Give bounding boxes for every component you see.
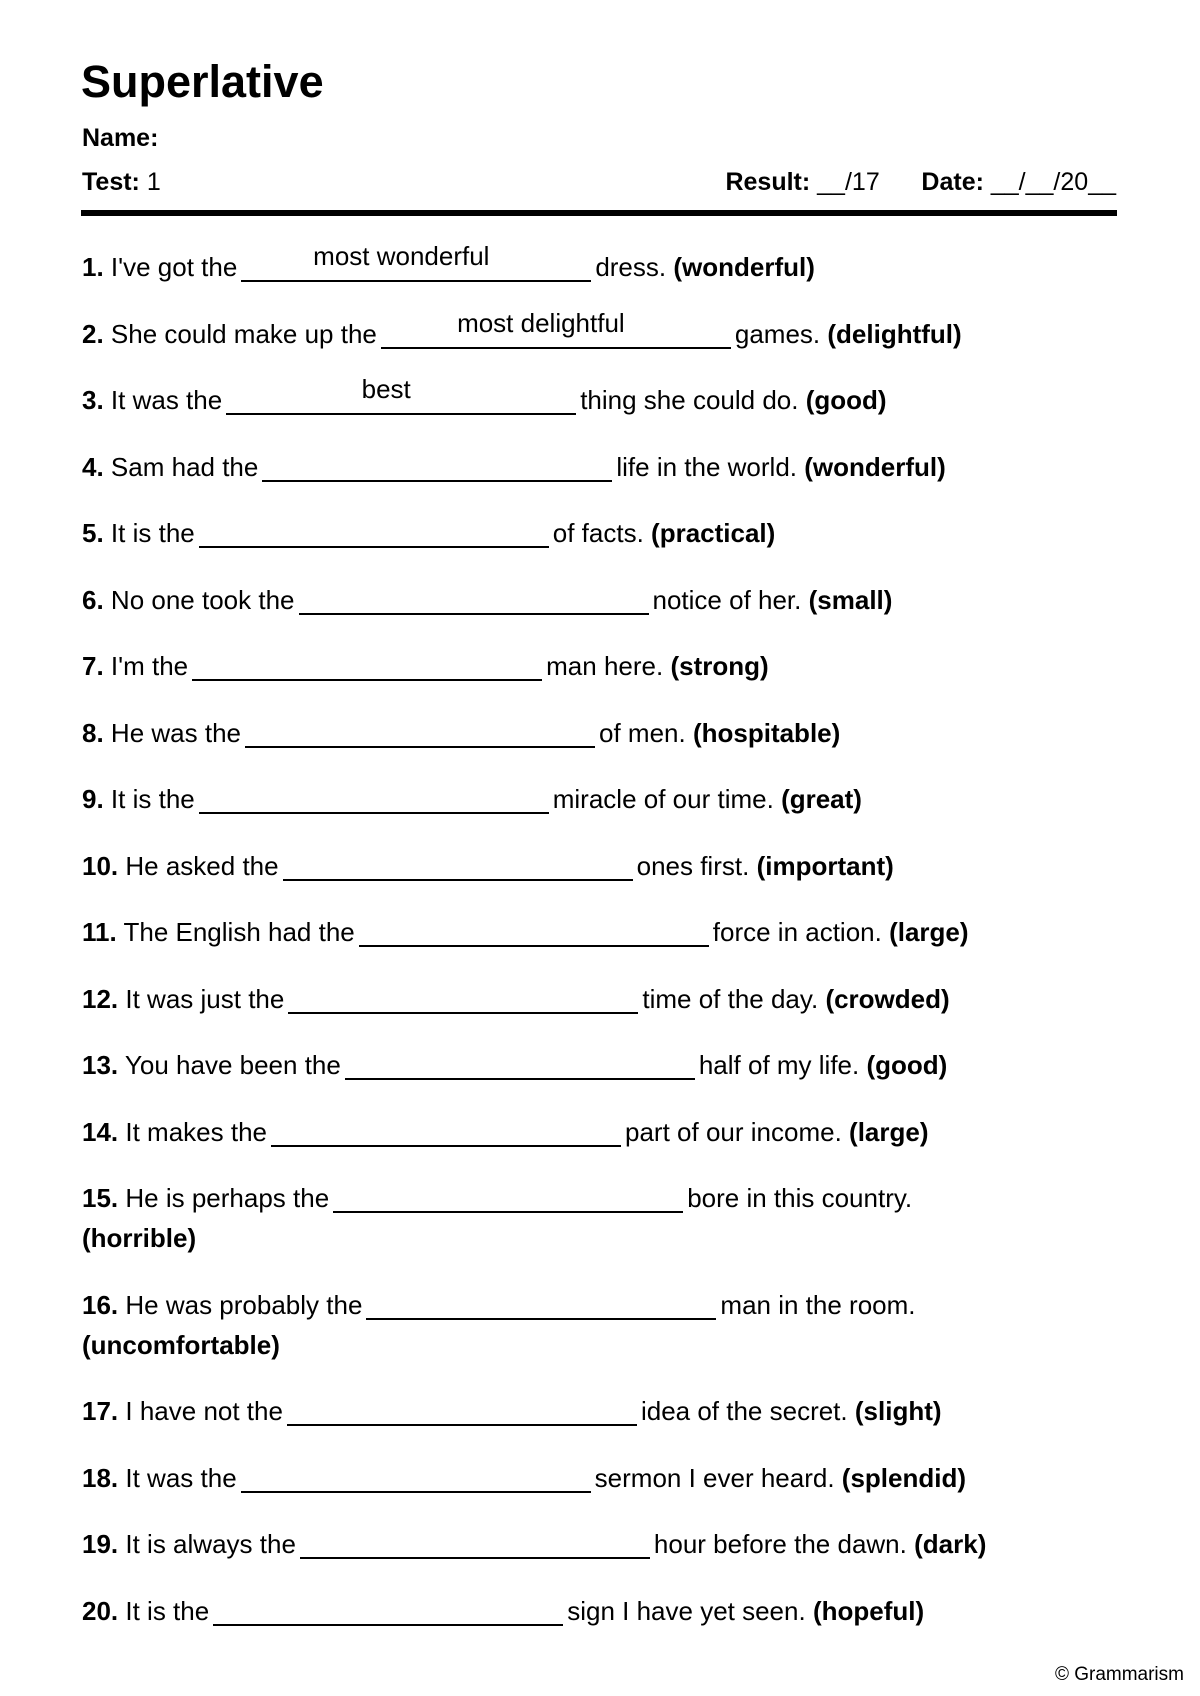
item-text-before: You have been the xyxy=(124,1050,341,1080)
answer-text: most wonderful xyxy=(313,241,490,271)
item-number: 17. xyxy=(82,1396,119,1426)
item-number: 2. xyxy=(82,318,104,349)
exercise-item xyxy=(82,241,1122,287)
item-text-before: It was the xyxy=(125,1462,237,1493)
item-text-after: games. xyxy=(734,318,821,349)
item-text-before: He is perhaps the xyxy=(125,1183,330,1213)
item-text-after: sign I have yet seen. xyxy=(567,1595,806,1626)
result-value: __/17 xyxy=(817,168,880,196)
item-text-after: of men. xyxy=(599,717,686,748)
page-title: Superlative xyxy=(81,56,324,107)
item-hint: (delightful) xyxy=(827,318,962,349)
exercise-item xyxy=(82,979,1122,1019)
item-text-before: I've got the xyxy=(110,252,238,282)
answer-blank[interactable] xyxy=(213,1594,563,1626)
answer-blank[interactable] xyxy=(245,716,595,748)
item-text-before: I have not the xyxy=(125,1396,283,1426)
date-label: Date: xyxy=(921,168,984,196)
item-hint: (large) xyxy=(849,1116,929,1147)
exercise-item xyxy=(82,1524,1122,1564)
answer-blank[interactable] xyxy=(345,1048,695,1080)
item-text-after: of facts. xyxy=(552,518,644,548)
test-value: 1 xyxy=(146,168,161,196)
item-text-after: man in the room. xyxy=(720,1289,916,1320)
item-hint: (great) xyxy=(781,784,862,814)
item-number: 3. xyxy=(82,385,104,415)
item-hint: (hopeful) xyxy=(812,1595,925,1626)
exercise-item xyxy=(82,1458,1122,1498)
item-text-before: It is always the xyxy=(125,1529,296,1559)
answer-blank[interactable] xyxy=(300,1527,650,1559)
exercise-item xyxy=(82,1112,1122,1152)
item-number: 20. xyxy=(82,1595,119,1626)
item-hint: (uncomfortable) xyxy=(82,1329,280,1360)
exercise-item xyxy=(82,1285,1122,1365)
exercise-item xyxy=(82,912,1122,952)
item-text-after: part of our income. xyxy=(625,1116,842,1147)
item-text-before: He was the xyxy=(110,717,241,748)
item-text-before: I'm the xyxy=(110,651,189,681)
item-hint: (wonderful) xyxy=(673,252,815,282)
answer-blank[interactable] xyxy=(262,450,612,482)
item-hint: (crowded) xyxy=(825,983,950,1014)
item-text-before: No one took the xyxy=(110,584,295,615)
test-label: Test: xyxy=(82,168,140,196)
item-number: 15. xyxy=(82,1183,119,1213)
answer-blank[interactable] xyxy=(241,241,591,282)
name-label: Name: xyxy=(82,124,159,152)
answer-blank[interactable] xyxy=(287,1394,637,1426)
item-hint: (horrible) xyxy=(82,1223,197,1253)
item-text-after: time of the day. xyxy=(642,983,819,1014)
header-divider xyxy=(81,210,1117,216)
item-text-after: bore in this country. xyxy=(687,1183,913,1213)
exercise-item xyxy=(82,513,1122,553)
item-number: 1. xyxy=(82,252,104,282)
exercise-list xyxy=(82,241,1122,1657)
item-text-before: It makes the xyxy=(125,1116,268,1147)
answer-blank[interactable] xyxy=(333,1181,683,1213)
exercise-item xyxy=(82,447,1122,487)
exercise-item xyxy=(82,307,1122,354)
exercise-item xyxy=(82,1591,1122,1631)
item-text-before: It is the xyxy=(110,518,195,548)
result-label: Result: xyxy=(725,168,811,196)
item-number: 12. xyxy=(82,983,119,1014)
item-text-after: idea of the secret. xyxy=(640,1396,848,1426)
answer-blank[interactable] xyxy=(366,1288,716,1320)
answer-blank[interactable] xyxy=(299,583,649,615)
exercise-item xyxy=(82,779,1122,819)
item-text-after: half of my life. xyxy=(698,1050,860,1080)
exercise-item xyxy=(82,846,1122,886)
exercise-item xyxy=(82,374,1122,420)
item-number: 13. xyxy=(82,1050,119,1080)
answer-blank[interactable] xyxy=(288,982,638,1014)
item-hint: (large) xyxy=(889,917,969,947)
item-text-after: sermon I ever heard. xyxy=(594,1462,835,1493)
item-hint: (wonderful) xyxy=(804,451,946,482)
answer-blank[interactable] xyxy=(192,649,542,681)
answer-blank[interactable] xyxy=(199,782,549,814)
item-text-after: force in action. xyxy=(712,917,882,947)
item-number: 8. xyxy=(82,717,104,748)
answer-blank[interactable] xyxy=(226,374,576,415)
item-number: 10. xyxy=(82,850,119,881)
test-info-row xyxy=(82,168,1116,197)
item-number: 18. xyxy=(82,1462,119,1493)
item-text-after: thing she could do. xyxy=(580,385,799,415)
item-number: 4. xyxy=(82,451,104,482)
item-text-before: It is the xyxy=(125,1595,210,1626)
item-text-before: Sam had the xyxy=(110,451,259,482)
answer-blank[interactable] xyxy=(199,516,549,548)
item-text-before: She could make up the xyxy=(110,318,377,349)
item-hint: (splendid) xyxy=(841,1462,967,1493)
item-hint: (important) xyxy=(756,850,894,881)
item-text-after: notice of her. xyxy=(652,584,802,615)
item-number: 16. xyxy=(82,1289,119,1320)
answer-blank[interactable] xyxy=(241,1461,591,1493)
item-text-before: He asked the xyxy=(125,850,279,881)
item-text-after: man here. xyxy=(546,651,664,681)
item-number: 7. xyxy=(82,651,104,681)
item-text-after: life in the world. xyxy=(616,451,798,482)
answer-blank[interactable] xyxy=(381,307,731,349)
exercise-item xyxy=(82,580,1122,620)
exercise-item xyxy=(82,1045,1122,1085)
answer-blank[interactable] xyxy=(271,1115,621,1147)
copyright: © Grammarism xyxy=(1054,1664,1184,1685)
item-text-after: ones first. xyxy=(636,850,750,881)
item-number: 6. xyxy=(82,584,104,615)
item-hint: (slight) xyxy=(854,1396,942,1426)
item-text-after: miracle of our time. xyxy=(552,784,774,814)
item-text-after: dress. xyxy=(595,252,667,282)
item-number: 14. xyxy=(82,1116,119,1147)
item-text-before: The English had the xyxy=(123,917,355,947)
exercise-item xyxy=(82,713,1122,753)
answer-text: best xyxy=(361,374,411,404)
item-text-before: He was probably the xyxy=(125,1289,363,1320)
exercise-item xyxy=(82,1391,1122,1431)
item-number: 5. xyxy=(82,518,104,548)
item-hint: (good) xyxy=(866,1050,948,1080)
answer-blank[interactable] xyxy=(283,849,633,881)
answer-text: most delightful xyxy=(457,307,625,338)
item-hint: (strong) xyxy=(670,651,769,681)
item-hint: (dark) xyxy=(914,1529,987,1559)
item-hint: (small) xyxy=(808,584,893,615)
exercise-item xyxy=(82,1178,1122,1258)
item-hint: (practical) xyxy=(651,518,776,548)
result-date xyxy=(725,168,1116,197)
exercise-item xyxy=(82,646,1122,686)
item-text-before: It is the xyxy=(110,784,195,814)
item-number: 9. xyxy=(82,784,104,814)
item-hint: (hospitable) xyxy=(692,717,841,748)
item-text-before: It was the xyxy=(110,385,223,415)
item-number: 11. xyxy=(82,917,117,947)
item-hint: (good) xyxy=(805,385,887,415)
date-value: __/__/20__ xyxy=(990,168,1116,196)
answer-blank[interactable] xyxy=(359,915,709,947)
item-number: 19. xyxy=(82,1529,119,1559)
item-text-after: hour before the dawn. xyxy=(653,1529,907,1559)
item-text-before: It was just the xyxy=(125,983,285,1014)
